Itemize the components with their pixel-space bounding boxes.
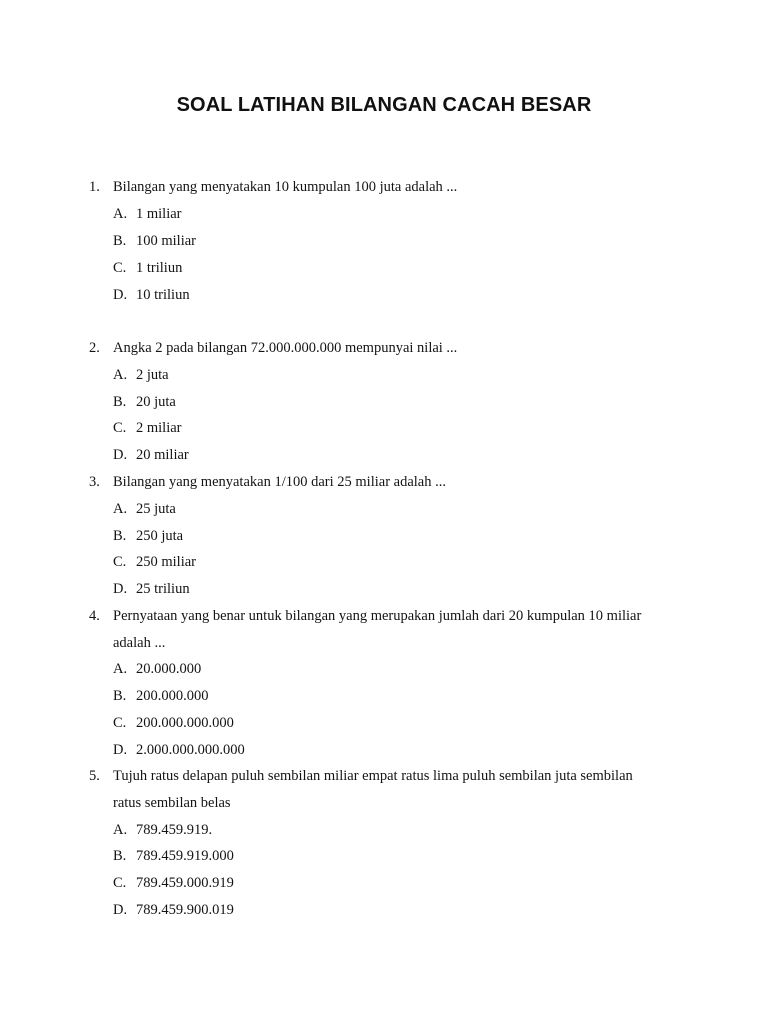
option-letter: B.	[113, 688, 127, 704]
option-letter: A.	[113, 367, 128, 383]
option-text: 25 triliun	[136, 581, 190, 597]
option-letter: D.	[113, 581, 128, 597]
option-letter: A.	[113, 501, 128, 517]
option-letter: B.	[113, 233, 127, 249]
option-text: 1 miliar	[136, 206, 182, 222]
option-text: 250 miliar	[136, 554, 197, 570]
option-text: 200.000.000.000	[136, 715, 234, 731]
question-number: 4.	[89, 608, 100, 624]
option-text: 200.000.000	[136, 688, 209, 704]
option-text: 789.459.919.	[136, 822, 213, 838]
option-text: 789.459.900.019	[136, 902, 234, 918]
option-text: 2.000.000.000.000	[136, 742, 245, 758]
option-letter: C.	[113, 420, 127, 436]
option-text: 250 juta	[136, 528, 184, 544]
question-number: 3.	[89, 474, 100, 490]
option-text: 25 juta	[136, 501, 176, 517]
option-letter: A.	[113, 822, 128, 838]
option-letter: C.	[113, 260, 127, 276]
option-letter: D.	[113, 742, 128, 758]
option-text: 789.459.000.919	[136, 875, 234, 891]
question-text: ratus sembilan belas	[113, 795, 231, 811]
option-letter: C.	[113, 554, 127, 570]
option-text: 789.459.919.000	[136, 848, 234, 864]
option-text: 1 triliun	[136, 260, 183, 276]
option-text: 2 juta	[136, 367, 169, 383]
option-text: 20 juta	[136, 394, 176, 410]
question-number: 2.	[89, 340, 100, 356]
page-title: SOAL LATIHAN BILANGAN CACAH BESAR	[176, 94, 592, 116]
option-letter: A.	[113, 661, 128, 677]
question-text: adalah ...	[113, 635, 166, 651]
option-letter: A.	[113, 206, 128, 222]
option-letter: B.	[113, 394, 127, 410]
question-text: Pernyataan yang benar untuk bilangan yang merupakan jumlah dari 20 kumpulan 10 miliar	[113, 608, 642, 624]
question-number: 5.	[89, 768, 100, 784]
option-text: 100 miliar	[136, 233, 197, 249]
option-letter: C.	[113, 715, 127, 731]
option-text: 2 miliar	[136, 420, 182, 436]
option-text: 10 triliun	[136, 287, 190, 303]
option-letter: D.	[113, 902, 128, 918]
option-letter: B.	[113, 848, 127, 864]
question-text: Angka 2 pada bilangan 72.000.000.000 mempunyai nilai ...	[113, 340, 458, 356]
question-number: 1.	[89, 179, 100, 195]
option-letter: D.	[113, 447, 128, 463]
option-text: 20.000.000	[136, 661, 202, 677]
option-letter: B.	[113, 528, 127, 544]
question-text: Bilangan yang menyatakan 10 kumpulan 100 juta adalah ...	[113, 179, 458, 195]
question-text: Bilangan yang menyatakan 1/100 dari 25 miliar adalah ...	[113, 474, 446, 490]
option-letter: D.	[113, 287, 128, 303]
option-text: 20 miliar	[136, 447, 189, 463]
option-letter: C.	[113, 875, 127, 891]
question-text: Tujuh ratus delapan puluh sembilan miliar empat ratus lima puluh sembilan juta sembilan	[113, 768, 633, 784]
